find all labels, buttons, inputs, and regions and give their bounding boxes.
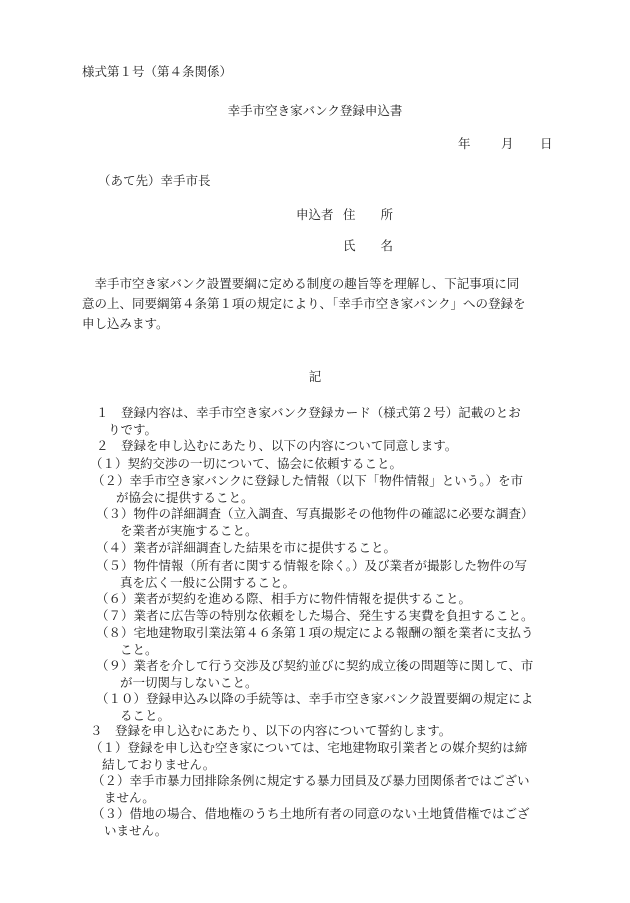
list-item [92, 773, 530, 807]
list-item-text: （３）借地の場合、借地権のうち土地所有者の同意のない土地賃借権ではござ [92, 806, 530, 821]
intro-line: 申し込みます。 [82, 316, 169, 331]
list-item-text: （８）宅地建物取引業法第４６条第１項の規定による報酬の額を業者に支払う [96, 625, 534, 640]
list-item-continuation: 真を広く一般に公開すること。 [120, 574, 296, 590]
list-item-continuation: を業者が実施すること。 [120, 522, 258, 538]
list-item-continuation: りです。 [108, 421, 158, 437]
list-item-continuation: ること。 [120, 707, 171, 723]
intro-line: 幸手市空き家バンク設置要綱に定める制度の趣旨等を理解し、下記事項に同 [82, 276, 520, 291]
list-item [96, 558, 527, 592]
date-year: 年 [458, 136, 471, 151]
list-item-text: １ 登録内容は、幸手市空き家バンク登録カード（様式第２号）記載のとお [96, 405, 521, 420]
list-item-continuation: が協会に提供すること。 [116, 489, 254, 505]
list-item [92, 473, 523, 507]
list-item-text: （１０）登録申込み以降の手続等は、幸手市空き家バンク設置要綱の規定によ [96, 691, 534, 706]
list-item [92, 806, 530, 840]
list-item [96, 591, 471, 608]
list-item [96, 438, 457, 455]
list-item-text: （９）業者を介して行う交渉及び契約並びに契約成立後の問題等に関して、市 [96, 658, 534, 673]
list-item [96, 405, 521, 439]
list-item [90, 740, 527, 774]
list-item-text: ２ 登録を申し込むにあたり、以下の内容について同意します。 [96, 438, 458, 453]
applicant-label: 申込者 [296, 207, 334, 222]
intro-line: 意の上、同要綱第４条第１項の規定により、「幸手市空き家バンク」への登録を [82, 296, 526, 311]
list-item-continuation: いません。 [104, 822, 168, 838]
list-item-continuation: 結しておりません。 [102, 756, 216, 772]
list-item-continuation: が一切関与しないこと。 [120, 674, 258, 690]
list-item-continuation: こと。 [120, 641, 158, 657]
list-item [96, 658, 533, 692]
address-label: 住 所 [343, 207, 394, 222]
list-item-text: （７）業者に広告等の特別な依頼をした場合、発生する実費を負担すること。 [96, 608, 534, 623]
list-item-text: （６）業者が契約を進める際、相手方に物件情報を提供すること。 [96, 591, 472, 606]
list-item-text: （２）幸手市空き家バンクに登録した情報（以下「物件情報」という。）を市 [92, 473, 524, 488]
document-title: 幸手市空き家バンク登録申込書 [227, 103, 403, 118]
list-item-text: （１）登録を申し込む空き家については、宅地建物取引業者との媒介契約は締 [90, 740, 528, 755]
list-item [90, 456, 402, 473]
list-item-text: （２）幸手市暴力団排除条例に規定する暴力団員及び暴力団関係者ではござい [92, 773, 530, 788]
list-item [96, 506, 534, 540]
list-item-text: （４）業者が詳細調査した結果を市に提供すること。 [96, 540, 397, 555]
form-number: 様式第１号（第４条関係） [82, 64, 233, 79]
list-item-continuation: ません。 [104, 789, 155, 805]
list-item-text: ３ 登録を申し込むにあたり、以下の内容について誓約します。 [90, 723, 452, 738]
list-item-text: （１）契約交渉の一切について、協会に依頼すること。 [90, 456, 403, 471]
list-item [96, 625, 534, 659]
date-month: 月 [501, 136, 514, 151]
name-label: 氏 名 [343, 238, 394, 253]
date-day: 日 [540, 136, 553, 151]
addressee: （あて先）幸手市長 [98, 173, 211, 188]
list-item [96, 608, 534, 625]
list-item [96, 540, 396, 557]
list-item-text: （３）物件の詳細調査（立入調査、写真撮影その他物件の確認に必要な調査） [96, 506, 534, 521]
ki-heading: 記 [308, 369, 322, 384]
intro-paragraph [82, 274, 552, 334]
list-item [90, 723, 451, 740]
list-item [96, 691, 533, 725]
list-item-text: （５）物件情報（所有者に関する情報を除く。）及び業者が撮影した物件の写 [96, 558, 528, 573]
